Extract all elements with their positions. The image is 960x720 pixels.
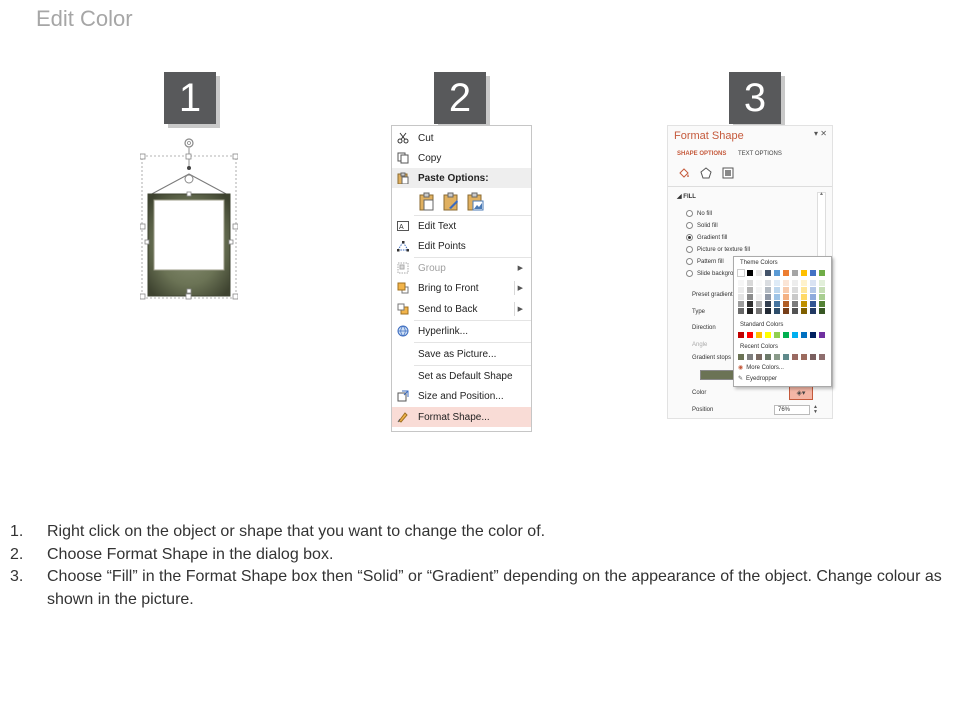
edit-points-icon: [396, 239, 410, 253]
theme-shade-row: [738, 308, 825, 314]
color-swatch[interactable]: [747, 301, 753, 307]
color-swatch[interactable]: [747, 332, 753, 338]
color-swatch[interactable]: [756, 301, 762, 307]
gradient-stops-label: Gradient stops: [692, 355, 732, 361]
instruction-text: Right click on the object or shape that you want to change the color of.: [47, 523, 546, 540]
direction-label: Direction: [692, 325, 716, 331]
context-menu: [391, 125, 532, 432]
radio-button: [686, 222, 693, 229]
color-swatch[interactable]: [747, 270, 753, 276]
color-label: Color: [692, 390, 707, 396]
scissors-icon: [396, 131, 410, 145]
color-swatch[interactable]: [738, 294, 744, 300]
menu-item-format-shape[interactable]: [392, 407, 531, 427]
color-swatch[interactable]: [765, 332, 771, 338]
color-swatch[interactable]: [738, 308, 744, 314]
color-swatch[interactable]: [765, 287, 771, 293]
menu-item-label: Group: [418, 262, 446, 274]
menu-item-label: Save as Picture...: [418, 348, 497, 360]
menu-item-set-default-shape[interactable]: [392, 366, 531, 386]
type-label: Type: [692, 309, 706, 315]
fill-option-no-fill[interactable]: [686, 210, 712, 217]
color-swatch[interactable]: [801, 301, 807, 307]
color-swatch[interactable]: [774, 308, 780, 314]
instruction-item: [10, 544, 950, 567]
color-swatch[interactable]: [801, 294, 807, 300]
color-swatch[interactable]: [774, 332, 780, 338]
fill-option-pattern[interactable]: [686, 258, 724, 265]
color-swatch[interactable]: [774, 270, 780, 276]
color-swatch[interactable]: [792, 301, 798, 307]
color-swatch[interactable]: [747, 294, 753, 300]
menu-item-hyperlink[interactable]: [392, 321, 531, 341]
color-swatch[interactable]: [738, 280, 744, 286]
instruction-number: 3.: [10, 568, 24, 585]
menu-item-copy[interactable]: [392, 148, 531, 168]
paste-picture-icon[interactable]: [466, 192, 484, 212]
radio-button: [686, 258, 693, 265]
color-swatch[interactable]: [810, 354, 816, 360]
color-swatch[interactable]: [810, 308, 816, 314]
fill-option-label: Slide backgro: [697, 270, 734, 277]
color-swatch[interactable]: [819, 287, 825, 293]
theme-colors-row: [738, 270, 825, 276]
color-swatch[interactable]: [783, 332, 789, 338]
theme-shade-row: [738, 280, 825, 286]
fill-option-solid[interactable]: [686, 222, 718, 229]
theme-shade-row: [738, 294, 825, 300]
tab-text-options[interactable]: TEXT OPTIONS: [738, 151, 782, 157]
color-swatch[interactable]: [819, 270, 825, 276]
radio-button: [686, 246, 693, 253]
color-swatch[interactable]: [747, 287, 753, 293]
color-swatch[interactable]: [783, 354, 789, 360]
instructions-list: [10, 521, 950, 611]
color-swatch[interactable]: [783, 308, 789, 314]
color-swatch[interactable]: [819, 280, 825, 286]
color-swatch[interactable]: [819, 308, 825, 314]
step-1-badge: 1: [164, 72, 216, 124]
color-swatch[interactable]: [765, 354, 771, 360]
color-swatch[interactable]: [801, 270, 807, 276]
send-to-back-icon: [396, 302, 410, 316]
color-dropdown-button[interactable]: [789, 386, 813, 400]
submenu-arrow-icon: ▶: [517, 306, 523, 313]
submenu-arrow-icon: ▶: [517, 265, 523, 272]
size-properties-icon[interactable]: [721, 166, 735, 180]
collapse-triangle-icon: ◢: [677, 194, 684, 200]
color-swatch[interactable]: [756, 280, 762, 286]
menu-item-label: Size and Position...: [418, 390, 504, 402]
theme-shade-row: [738, 287, 825, 293]
fill-option-label: Solid fill: [697, 222, 718, 229]
fill-option-gradient[interactable]: [686, 234, 727, 241]
instruction-number: 2.: [10, 545, 24, 563]
menu-item-label: Set as Default Shape: [418, 370, 513, 382]
fill-option-label: Gradient fill: [697, 234, 728, 241]
menu-item-size-and-position[interactable]: [392, 386, 531, 406]
color-swatch[interactable]: [774, 294, 780, 300]
selected-frame-shape[interactable]: [140, 136, 238, 300]
color-swatch[interactable]: [783, 270, 789, 276]
color-swatch[interactable]: [792, 308, 798, 314]
color-swatch[interactable]: [792, 332, 798, 338]
position-input[interactable]: 76%: [774, 405, 810, 415]
color-swatch[interactable]: [756, 287, 762, 293]
menu-item-label: Cut: [418, 132, 434, 144]
color-swatch[interactable]: [783, 287, 789, 293]
pane-close-icon[interactable]: ▾ ✕: [814, 129, 827, 138]
eyedropper-label: Eyedropper: [746, 375, 778, 382]
color-swatch[interactable]: [792, 287, 798, 293]
menu-item-label: Format Shape...: [418, 411, 490, 423]
color-swatch[interactable]: [756, 270, 762, 276]
slide-title: Edit Color: [36, 6, 133, 31]
radio-button: [686, 210, 693, 217]
color-swatch[interactable]: [810, 270, 816, 276]
position-label: Position: [692, 407, 714, 413]
paste-destination-theme-icon[interactable]: [442, 192, 460, 212]
submenu-arrow-icon: ▶: [517, 285, 523, 292]
color-swatch[interactable]: [801, 280, 807, 286]
color-swatch[interactable]: [810, 332, 816, 338]
copy-icon: [396, 151, 410, 165]
paste-keep-source-icon[interactable]: [418, 192, 436, 212]
color-picker-dropdown: [733, 256, 832, 387]
menu-item-label: Paste Options:: [418, 172, 489, 184]
instruction-text: Choose Format Shape in the dialog box.: [47, 545, 334, 563]
color-swatch[interactable]: [810, 287, 816, 293]
edit-text-icon: [396, 219, 410, 233]
menu-item-label: Bring to Front: [418, 282, 479, 294]
color-swatch[interactable]: [792, 354, 798, 360]
color-swatch[interactable]: [738, 270, 744, 276]
color-swatch[interactable]: [756, 308, 762, 314]
menu-item-label: Edit Points: [418, 240, 466, 252]
menu-item-edit-text[interactable]: [392, 216, 531, 236]
format-shape-icon: [396, 410, 410, 424]
color-swatch[interactable]: [801, 332, 807, 338]
menu-item-cut[interactable]: [392, 128, 531, 148]
color-swatch[interactable]: [738, 332, 744, 338]
position-spinner-icon[interactable]: ▲ ▼: [813, 404, 818, 415]
instruction-number: 1.: [10, 523, 24, 540]
color-swatch[interactable]: [738, 354, 744, 360]
color-swatch[interactable]: [756, 332, 762, 338]
pane-category-icons: [677, 166, 735, 180]
menu-item-edit-points[interactable]: [392, 236, 531, 256]
fill-option-slide-background[interactable]: [686, 270, 733, 277]
svg-text:A: A: [399, 224, 404, 231]
color-swatch[interactable]: [792, 294, 798, 300]
eyedropper-icon: ✎: [738, 376, 744, 382]
fill-line-icon[interactable]: [677, 166, 691, 180]
theme-colors-label: Theme Colors: [740, 260, 778, 266]
color-swatch[interactable]: [765, 301, 771, 307]
color-swatch[interactable]: [810, 301, 816, 307]
color-swatch[interactable]: [774, 287, 780, 293]
size-position-icon: [396, 389, 410, 403]
color-swatch[interactable]: [774, 280, 780, 286]
color-swatch[interactable]: [792, 280, 798, 286]
angle-label: Angle: [692, 342, 708, 348]
menu-header-paste-options: [392, 168, 531, 188]
fill-option-picture[interactable]: [686, 246, 750, 253]
more-colors-link[interactable]: [738, 364, 784, 371]
bring-to-front-icon: [396, 281, 410, 295]
color-swatch[interactable]: [765, 308, 771, 314]
instruction-text: Choose “Fill” in the Format Shape box then “Solid” or “Gradient” depending on the appearance of the object. Change colour as shown in the picture.: [47, 568, 942, 608]
color-swatch[interactable]: [738, 287, 744, 293]
color-swatch[interactable]: [756, 354, 762, 360]
eyedropper-link[interactable]: [738, 375, 777, 382]
color-swatch[interactable]: [747, 280, 753, 286]
color-swatch[interactable]: [819, 332, 825, 338]
color-swatch[interactable]: [765, 270, 771, 276]
recent-colors-row: [738, 354, 825, 360]
color-swatch[interactable]: [783, 280, 789, 286]
menu-item-bring-to-front[interactable]: [392, 278, 531, 298]
radio-button-selected: [686, 234, 693, 241]
theme-shade-row: [738, 301, 825, 307]
menu-item-label: Copy: [418, 152, 442, 164]
radio-button: [686, 270, 693, 277]
menu-item-save-as-picture[interactable]: [392, 344, 531, 364]
color-swatch[interactable]: [801, 308, 807, 314]
color-swatch[interactable]: [819, 301, 825, 307]
tab-shape-options[interactable]: SHAPE OPTIONS: [677, 151, 727, 157]
color-swatch[interactable]: [801, 354, 807, 360]
menu-item-label: Send to Back: [418, 303, 478, 315]
color-swatch[interactable]: [738, 301, 744, 307]
pane-title: Format Shape: [674, 130, 744, 142]
fill-option-label: Pattern fill: [697, 258, 724, 265]
menu-item-group[interactable]: [392, 258, 531, 278]
fill-bucket-icon: ◈▾: [796, 390, 806, 397]
color-swatch[interactable]: [774, 354, 780, 360]
fill-section-label: FILL: [683, 194, 696, 200]
gradient-stop-bar[interactable]: [700, 370, 736, 380]
fill-section-header[interactable]: [677, 193, 696, 200]
instruction-item: [10, 566, 950, 611]
hyperlink-icon: [396, 324, 410, 338]
menu-item-label: Hyperlink...: [418, 325, 469, 337]
clipboard-icon: [396, 171, 410, 185]
preset-gradient-label: Preset gradient: [692, 292, 733, 298]
effects-icon[interactable]: [699, 166, 713, 180]
menu-item-label: Edit Text: [418, 220, 457, 232]
color-swatch[interactable]: [783, 301, 789, 307]
color-swatch[interactable]: [747, 354, 753, 360]
menu-item-send-to-back[interactable]: [392, 299, 531, 319]
color-swatch[interactable]: [756, 294, 762, 300]
fill-option-label: Picture or texture fill: [697, 246, 751, 253]
fill-option-label: No fill: [697, 210, 713, 217]
color-swatch[interactable]: [765, 280, 771, 286]
group-icon: [396, 261, 410, 275]
color-swatch[interactable]: [810, 280, 816, 286]
standard-colors-label: Standard Colors: [740, 322, 784, 328]
color-swatch[interactable]: [819, 294, 825, 300]
color-swatch[interactable]: [792, 270, 798, 276]
color-swatch[interactable]: [801, 287, 807, 293]
instruction-item: [10, 521, 950, 544]
color-swatch[interactable]: [774, 301, 780, 307]
rotate-handle-icon: [185, 139, 193, 147]
color-swatch[interactable]: [783, 294, 789, 300]
more-colors-label: More Colors...: [746, 364, 784, 371]
step-2-badge: 2: [434, 72, 486, 124]
color-wheel-icon: ◉: [738, 365, 744, 371]
color-swatch[interactable]: [819, 354, 825, 360]
standard-colors-row: [738, 332, 825, 338]
color-swatch[interactable]: [747, 308, 753, 314]
paste-options-row: [418, 192, 484, 212]
recent-colors-label: Recent Colors: [740, 344, 779, 350]
step-3-badge: 3: [729, 72, 781, 124]
color-swatch[interactable]: [810, 294, 816, 300]
color-swatch[interactable]: [765, 294, 771, 300]
